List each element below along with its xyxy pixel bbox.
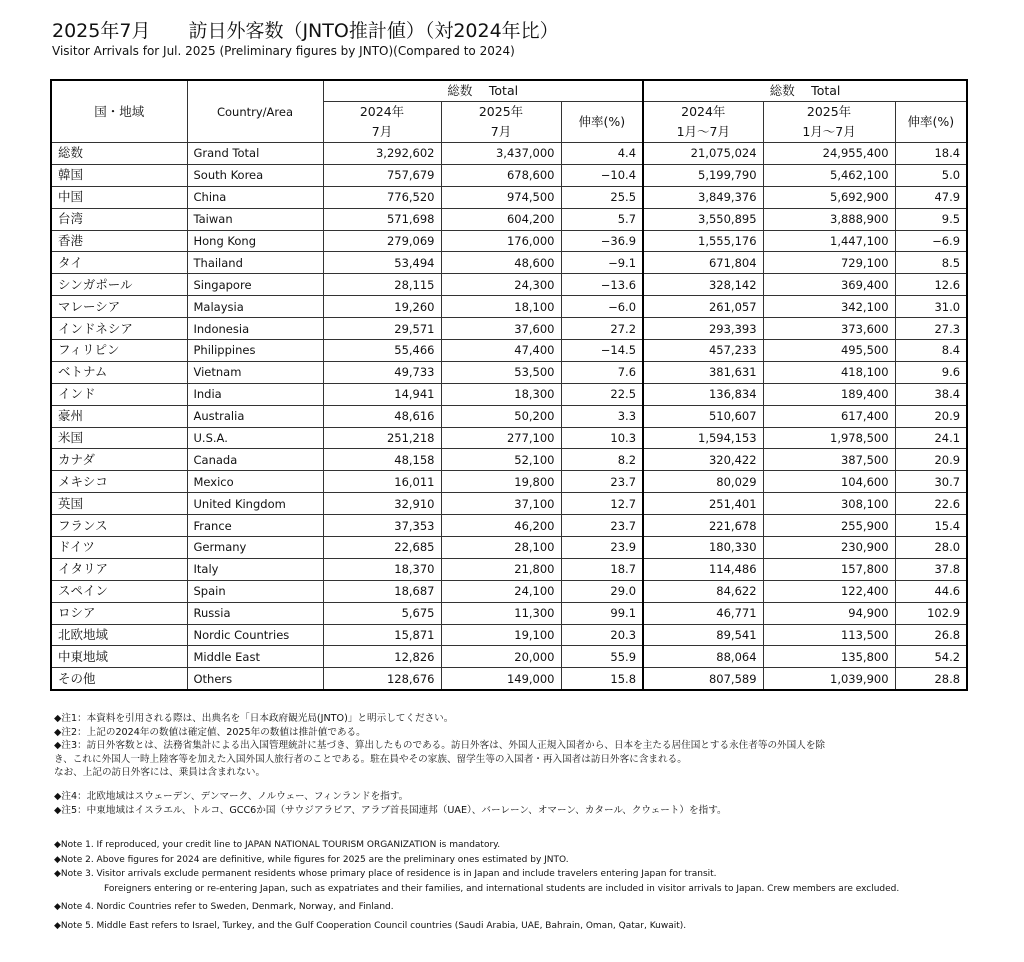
cell-region-en: Malaysia: [187, 296, 323, 318]
cell-2024-ytd: 261,057: [643, 296, 763, 318]
cell-2024-month: 757,679: [323, 164, 441, 186]
header-2024-month: 2024年: [323, 102, 441, 123]
cell-2024-month: 279,069: [323, 230, 441, 252]
cell-region-en: Canada: [187, 449, 323, 471]
cell-growth-ytd: 44.6: [895, 580, 967, 602]
cell-2025-ytd: 113,500: [763, 624, 895, 646]
cell-growth-ytd: 27.3: [895, 318, 967, 340]
cell-region-en: Mexico: [187, 471, 323, 493]
cell-2025-month: 50,200: [441, 405, 561, 427]
table-body: [51, 143, 967, 691]
visitor-arrivals-table: [50, 79, 968, 691]
cell-2024-month: 3,292,602: [323, 143, 441, 165]
cell-2025-ytd: 373,600: [763, 318, 895, 340]
cell-2025-ytd: 3,888,900: [763, 208, 895, 230]
cell-2024-month: 16,011: [323, 471, 441, 493]
cell-growth-month: −36.9: [561, 230, 643, 252]
cell-2025-month: 24,100: [441, 580, 561, 602]
cell-2024-ytd: 671,804: [643, 252, 763, 274]
cell-growth-ytd: 8.5: [895, 252, 967, 274]
cell-2025-month: 20,000: [441, 646, 561, 668]
cell-growth-month: 25.5: [561, 186, 643, 208]
cell-growth-ytd: 22.6: [895, 493, 967, 515]
cell-growth-ytd: 28.0: [895, 537, 967, 559]
cell-2024-month: 776,520: [323, 186, 441, 208]
cell-region-en: Indonesia: [187, 318, 323, 340]
cell-region-en: Philippines: [187, 340, 323, 362]
cell-2025-month: 277,100: [441, 427, 561, 449]
cell-2024-month: 48,158: [323, 449, 441, 471]
cell-2025-ytd: 135,800: [763, 646, 895, 668]
cell-2025-ytd: 1,039,900: [763, 668, 895, 690]
table-row: [51, 340, 967, 362]
cell-growth-ytd: 24.1: [895, 427, 967, 449]
cell-region-ja: インドネシア: [51, 318, 187, 340]
table-row: [51, 230, 967, 252]
cell-2025-ytd: 387,500: [763, 449, 895, 471]
cell-growth-month: 3.3: [561, 405, 643, 427]
cell-2024-ytd: 328,142: [643, 274, 763, 296]
cell-growth-ytd: −6.9: [895, 230, 967, 252]
cell-growth-ytd: 102.9: [895, 602, 967, 624]
cell-growth-month: 18.7: [561, 558, 643, 580]
cell-region-en: South Korea: [187, 164, 323, 186]
cell-2025-ytd: 308,100: [763, 493, 895, 515]
table-row: [51, 668, 967, 690]
cell-growth-ytd: 31.0: [895, 296, 967, 318]
header-2025-month: 2025年: [441, 102, 561, 123]
table-row: [51, 164, 967, 186]
cell-region-ja: インド: [51, 383, 187, 405]
cell-2024-month: 29,571: [323, 318, 441, 340]
cell-2025-month: 53,500: [441, 361, 561, 383]
table-row: [51, 602, 967, 624]
header-region-en: Country/Area: [187, 80, 323, 143]
cell-2025-month: 46,200: [441, 515, 561, 537]
cell-2025-ytd: 94,900: [763, 602, 895, 624]
cell-2024-month: 19,260: [323, 296, 441, 318]
cell-growth-ytd: 18.4: [895, 143, 967, 165]
table-row: [51, 318, 967, 340]
cell-2025-month: 24,300: [441, 274, 561, 296]
cell-2025-month: 28,100: [441, 537, 561, 559]
cell-region-ja: ロシア: [51, 602, 187, 624]
notes-english: [54, 838, 994, 934]
cell-2024-month: 22,685: [323, 537, 441, 559]
cell-growth-month: −14.5: [561, 340, 643, 362]
note-ja-3-cont2: なお、上記の訪日外客には、乗員は含まれない。: [54, 767, 266, 779]
cell-2024-month: 12,826: [323, 646, 441, 668]
cell-region-en: U.S.A.: [187, 427, 323, 449]
cell-2025-ytd: 5,462,100: [763, 164, 895, 186]
header-2025-month-sub: 7月: [441, 122, 561, 143]
cell-region-ja: スペイン: [51, 580, 187, 602]
note-ja-3-cont: き、これに外国人一時上陸客等を加えた入国外国人旅行者のことである。駐在員やその家族、留学生等の入国者・再入国者は訪日外客に含まれる。: [54, 753, 687, 765]
cell-growth-ytd: 26.8: [895, 624, 967, 646]
cell-2025-month: 19,100: [441, 624, 561, 646]
cell-growth-ytd: 38.4: [895, 383, 967, 405]
note-en-5: ◆Note 5. Middle East refers to Israel, Turkey, and the Gulf Cooperation Council countries (Saudi Arabia, UAE, Bahrain, Oman, Qatar, Kuwait).: [54, 920, 687, 931]
table-row: [51, 361, 967, 383]
cell-region-en: United Kingdom: [187, 493, 323, 515]
cell-region-ja: カナダ: [51, 449, 187, 471]
cell-2025-ytd: 122,400: [763, 580, 895, 602]
cell-2025-ytd: 157,800: [763, 558, 895, 580]
cell-region-ja: ドイツ: [51, 537, 187, 559]
note-ja-2: ◆注2：上記の2024年の数値は確定値、2025年の数値は推計値である。: [54, 726, 366, 738]
cell-2024-ytd: 293,393: [643, 318, 763, 340]
cell-region-en: Taiwan: [187, 208, 323, 230]
cell-growth-ytd: 54.2: [895, 646, 967, 668]
cell-2025-month: 149,000: [441, 668, 561, 690]
cell-region-ja: タイ: [51, 252, 187, 274]
cell-2024-ytd: 320,422: [643, 449, 763, 471]
header-2025-ytd-sub: 1月～7月: [763, 122, 895, 143]
table-row: [51, 252, 967, 274]
note-ja-5: ◆注5：中東地域はイスラエル、トルコ、GCC6か国（サウジアラビア、アラブ首長国連邦（UAE）、バーレーン、オマーン、カタール、クウェート）を指す。: [54, 804, 727, 816]
table-row: [51, 515, 967, 537]
note-en-1: ◆Note 1. If reproduced, your credit line to JAPAN NATIONAL TOURISM ORGANIZATION is mandatory.: [54, 840, 501, 850]
cell-region-en: China: [187, 186, 323, 208]
cell-2024-ytd: 1,594,153: [643, 427, 763, 449]
cell-2024-ytd: 3,849,376: [643, 186, 763, 208]
cell-2025-month: 11,300: [441, 602, 561, 624]
table-row: [51, 208, 967, 230]
cell-2025-ytd: 617,400: [763, 405, 895, 427]
table-row: [51, 580, 967, 602]
table-row: [51, 493, 967, 515]
cell-region-ja: その他: [51, 668, 187, 690]
cell-region-en: Grand Total: [187, 143, 323, 165]
cell-2024-ytd: 80,029: [643, 471, 763, 493]
cell-2025-month: 18,100: [441, 296, 561, 318]
cell-2025-month: 52,100: [441, 449, 561, 471]
cell-region-ja: ベトナム: [51, 361, 187, 383]
cell-2024-month: 49,733: [323, 361, 441, 383]
table-row: [51, 449, 967, 471]
cell-2025-ytd: 104,600: [763, 471, 895, 493]
cell-region-ja: メキシコ: [51, 471, 187, 493]
cell-2024-ytd: 457,233: [643, 340, 763, 362]
cell-region-ja: 米国: [51, 427, 187, 449]
cell-2024-month: 251,218: [323, 427, 441, 449]
cell-2025-ytd: 230,900: [763, 537, 895, 559]
cell-region-en: Australia: [187, 405, 323, 427]
header-2024-ytd: 2024年: [643, 102, 763, 123]
cell-2025-month: 176,000: [441, 230, 561, 252]
cell-2024-ytd: 381,631: [643, 361, 763, 383]
cell-region-en: Spain: [187, 580, 323, 602]
table-row: [51, 296, 967, 318]
cell-2024-ytd: 180,330: [643, 537, 763, 559]
cell-2024-ytd: 114,486: [643, 558, 763, 580]
cell-2025-ytd: 342,100: [763, 296, 895, 318]
cell-region-ja: 英国: [51, 493, 187, 515]
cell-growth-month: −10.4: [561, 164, 643, 186]
table-row: [51, 558, 967, 580]
cell-2025-ytd: 5,692,900: [763, 186, 895, 208]
table-row: [51, 471, 967, 493]
cell-growth-month: 29.0: [561, 580, 643, 602]
header-growth-month: 伸率(%): [561, 102, 643, 143]
cell-growth-ytd: 28.8: [895, 668, 967, 690]
cell-growth-ytd: 20.9: [895, 405, 967, 427]
table-row: [51, 646, 967, 668]
cell-region-ja: 総数: [51, 143, 187, 165]
cell-growth-month: −13.6: [561, 274, 643, 296]
cell-region-ja: 香港: [51, 230, 187, 252]
cell-region-ja: 北欧地域: [51, 624, 187, 646]
note-en-3-cont: Foreigners entering or re-entering Japan, such as expatriates and their families, and international students are included in visitor arrivals to Japan. Crew members are excluded.: [104, 883, 900, 894]
cell-2024-month: 55,466: [323, 340, 441, 362]
cell-2024-month: 15,871: [323, 624, 441, 646]
cell-growth-month: −9.1: [561, 252, 643, 274]
cell-2024-month: 28,115: [323, 274, 441, 296]
cell-2024-ytd: 5,199,790: [643, 164, 763, 186]
cell-2025-month: 3,437,000: [441, 143, 561, 165]
table-row: [51, 405, 967, 427]
cell-region-en: Thailand: [187, 252, 323, 274]
note-ja-1: ◆注1：本資料を引用される際は、出典名を「日本政府観光局(JNTO)」と明示してください。: [54, 713, 454, 724]
cell-growth-month: 7.6: [561, 361, 643, 383]
cell-2025-ytd: 418,100: [763, 361, 895, 383]
cell-2024-ytd: 136,834: [643, 383, 763, 405]
cell-region-ja: 台湾: [51, 208, 187, 230]
cell-region-en: Russia: [187, 602, 323, 624]
table-row: [51, 624, 967, 646]
cell-2025-ytd: 1,978,500: [763, 427, 895, 449]
cell-2024-ytd: 510,607: [643, 405, 763, 427]
cell-region-en: Hong Kong: [187, 230, 323, 252]
cell-growth-month: −6.0: [561, 296, 643, 318]
cell-growth-month: 8.2: [561, 449, 643, 471]
cell-growth-month: 23.7: [561, 471, 643, 493]
cell-2025-month: 678,600: [441, 164, 561, 186]
cell-growth-ytd: 9.6: [895, 361, 967, 383]
cell-2025-month: 37,100: [441, 493, 561, 515]
cell-2025-ytd: 189,400: [763, 383, 895, 405]
cell-2024-month: 128,676: [323, 668, 441, 690]
table-row: [51, 143, 967, 165]
cell-2024-month: 18,370: [323, 558, 441, 580]
header-region-ja: 国・地域: [51, 80, 187, 143]
cell-2024-month: 53,494: [323, 252, 441, 274]
cell-2024-month: 48,616: [323, 405, 441, 427]
cell-growth-ytd: 37.8: [895, 558, 967, 580]
cell-region-en: Germany: [187, 537, 323, 559]
cell-region-en: India: [187, 383, 323, 405]
cell-region-ja: マレーシア: [51, 296, 187, 318]
cell-2025-ytd: 255,900: [763, 515, 895, 537]
cell-2024-month: 14,941: [323, 383, 441, 405]
note-en-3: ◆Note 3. Visitor arrivals exclude permanent residents whose primary place of residence is in Japan and include travelers entering Japan for transit.: [54, 869, 717, 880]
cell-region-en: France: [187, 515, 323, 537]
notes-japanese: [54, 712, 994, 817]
cell-growth-ytd: 30.7: [895, 471, 967, 493]
cell-2025-month: 47,400: [441, 340, 561, 362]
page-title: 2025年7月 訪日外客数（JNTO推計値）（対2024年比）: [52, 20, 559, 42]
cell-2024-ytd: 807,589: [643, 668, 763, 690]
cell-growth-month: 15.8: [561, 668, 643, 690]
cell-region-ja: 中東地域: [51, 646, 187, 668]
cell-region-ja: 中国: [51, 186, 187, 208]
header-growth-ytd: 伸率(%): [895, 102, 967, 143]
cell-growth-month: 20.3: [561, 624, 643, 646]
header-group-ytd: 総数 Total: [643, 80, 967, 102]
cell-region-ja: 韓国: [51, 164, 187, 186]
cell-2025-month: 37,600: [441, 318, 561, 340]
cell-2025-month: 974,500: [441, 186, 561, 208]
note-ja-3: ◆注3：訪日外客数とは、法務省集計による出入国管理統計に基づき、算出したものである。訪日外客は、外国人正規入国者から、日本を主たる居住国とする永住者等の外国人を除: [54, 740, 826, 752]
cell-2024-month: 37,353: [323, 515, 441, 537]
cell-2025-month: 18,300: [441, 383, 561, 405]
cell-region-en: Nordic Countries: [187, 624, 323, 646]
cell-growth-ytd: 5.0: [895, 164, 967, 186]
cell-2024-ytd: 251,401: [643, 493, 763, 515]
cell-growth-month: 5.7: [561, 208, 643, 230]
cell-growth-month: 23.9: [561, 537, 643, 559]
cell-growth-month: 23.7: [561, 515, 643, 537]
cell-2024-month: 5,675: [323, 602, 441, 624]
cell-region-en: Italy: [187, 558, 323, 580]
header-group-month: 総数 Total: [323, 80, 643, 102]
cell-2025-month: 48,600: [441, 252, 561, 274]
cell-growth-ytd: 12.6: [895, 274, 967, 296]
cell-2024-ytd: 3,550,895: [643, 208, 763, 230]
cell-2024-ytd: 21,075,024: [643, 143, 763, 165]
cell-growth-month: 22.5: [561, 383, 643, 405]
cell-2025-ytd: 24,955,400: [763, 143, 895, 165]
cell-region-ja: 豪州: [51, 405, 187, 427]
cell-2024-ytd: 1,555,176: [643, 230, 763, 252]
cell-2024-ytd: 89,541: [643, 624, 763, 646]
cell-growth-ytd: 15.4: [895, 515, 967, 537]
table-row: [51, 537, 967, 559]
cell-2025-month: 604,200: [441, 208, 561, 230]
cell-region-ja: イタリア: [51, 558, 187, 580]
cell-growth-month: 10.3: [561, 427, 643, 449]
cell-growth-month: 12.7: [561, 493, 643, 515]
cell-growth-ytd: 8.4: [895, 340, 967, 362]
note-ja-4: ◆注4：北欧地域はスウェーデン、デンマーク、ノルウェー、フィンランドを指す。: [54, 790, 409, 802]
note-en-4: ◆Note 4. Nordic Countries refer to Sweden, Denmark, Norway, and Finland.: [54, 902, 394, 913]
cell-2025-ytd: 1,447,100: [763, 230, 895, 252]
cell-growth-ytd: 20.9: [895, 449, 967, 471]
note-en-2: ◆Note 2. Above figures for 2024 are definitive, while figures for 2025 are the preliminary ones estimated by JNTO.: [54, 854, 569, 865]
header-2025-ytd: 2025年: [763, 102, 895, 123]
cell-2025-ytd: 495,500: [763, 340, 895, 362]
cell-2024-ytd: 221,678: [643, 515, 763, 537]
header-2024-ytd-sub: 1月～7月: [643, 122, 763, 143]
header-2024-month-sub: 7月: [323, 122, 441, 143]
cell-region-en: Others: [187, 668, 323, 690]
page-subtitle: Visitor Arrivals for Jul. 2025 (Preliminary figures by JNTO)(Compared to 2024): [52, 44, 515, 58]
cell-2025-ytd: 729,100: [763, 252, 895, 274]
cell-region-en: Singapore: [187, 274, 323, 296]
cell-growth-month: 55.9: [561, 646, 643, 668]
cell-2024-ytd: 84,622: [643, 580, 763, 602]
cell-2024-month: 571,698: [323, 208, 441, 230]
cell-2025-month: 21,800: [441, 558, 561, 580]
table-row: [51, 186, 967, 208]
cell-growth-month: 99.1: [561, 602, 643, 624]
cell-region-en: Vietnam: [187, 361, 323, 383]
table-row: [51, 427, 967, 449]
cell-region-en: Middle East: [187, 646, 323, 668]
cell-2024-month: 32,910: [323, 493, 441, 515]
cell-growth-ytd: 9.5: [895, 208, 967, 230]
cell-2024-month: 18,687: [323, 580, 441, 602]
cell-region-ja: シンガポール: [51, 274, 187, 296]
cell-2024-ytd: 88,064: [643, 646, 763, 668]
cell-growth-month: 4.4: [561, 143, 643, 165]
cell-2025-ytd: 369,400: [763, 274, 895, 296]
cell-2024-ytd: 46,771: [643, 602, 763, 624]
table-row: [51, 274, 967, 296]
table-row: [51, 383, 967, 405]
cell-growth-month: 27.2: [561, 318, 643, 340]
cell-region-ja: フランス: [51, 515, 187, 537]
cell-2025-month: 19,800: [441, 471, 561, 493]
cell-growth-ytd: 47.9: [895, 186, 967, 208]
cell-region-ja: フィリピン: [51, 340, 187, 362]
